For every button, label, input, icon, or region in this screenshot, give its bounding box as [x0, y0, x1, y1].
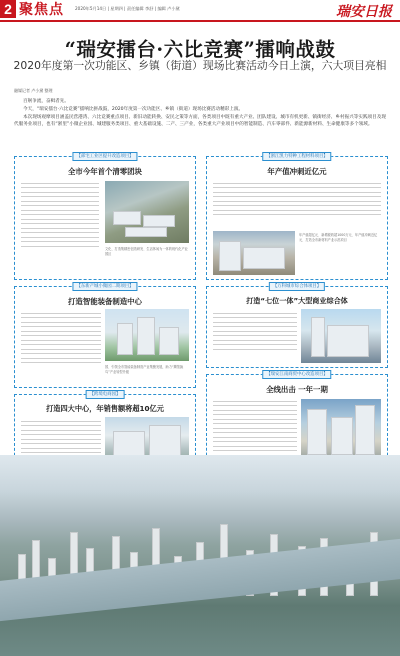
story-tag: 【万科城市综合体项目】	[269, 282, 325, 291]
story-card-3	[14, 286, 196, 388]
intro-paragraph: 今天，“瑞安擂台·六比竞赛”擂响比拼战鼓，2020年度第一次功能区、乡镇（街道）现场比赛活动精彩上演。	[23, 107, 244, 112]
story-card-2	[206, 156, 388, 280]
page-number: 2	[0, 0, 16, 18]
issue-meta: 2020年5月14日 | 星期四 | 责任编辑 李舒 | 编辑 卢小黛	[75, 6, 180, 11]
headline-subtitle: 2020年度第一次功能区、乡镇（街道）现场比赛活动今日上演，六大项目亮相	[13, 59, 387, 72]
story-tag: 【跨境电商园】	[86, 390, 125, 399]
intro-paragraph: 本次现场观摩项目涵盖民营港湾、六比竞赛重点项目、新旧动能转换、安民之策等方面，各类项目中既有重大产业、团队建设、城市有机更新、镇街经济、乡村振兴等实践项目及现代服务业项目，也有“浙里”小微企业园、城建服务类项目、重大基础设施、二产、三产业，各类重大产业项目中的智能制造、汽车零部件、新能源新材料、生命健康等多个领域。	[14, 115, 386, 127]
story-caption: 园、引领全市智能装备制造产业集聚发展，助力“腾笼换鸟”产业转型升级	[105, 365, 184, 374]
newspaper-logo: 瑞安日报	[336, 4, 392, 20]
story-title: 打造四大中心，年销售额将超10亿元	[46, 404, 164, 413]
story-card-1	[14, 156, 196, 280]
byline: 融媒记者 卢小黛 整理	[14, 88, 53, 93]
story-photo	[301, 399, 381, 459]
section-name: 聚焦点	[19, 2, 64, 18]
story-text	[213, 179, 381, 219]
story-photo	[301, 309, 381, 363]
story-text	[213, 397, 297, 455]
story-photo	[105, 181, 189, 243]
story-tag: 【浙江凯力特种工程材料项目】	[262, 152, 331, 161]
story-tag: 【东新产城小微园二期项目】	[72, 282, 137, 291]
story-title: 全线出击 一年一期	[266, 385, 328, 394]
story-card-4	[206, 286, 388, 368]
header-divider	[0, 20, 400, 22]
story-caption: 年产值超亿元、新增税收超1000万元、年产值冲刺近亿元、打造全市新材料产业示范项目	[299, 233, 378, 242]
story-title: 打造智能装备制造中心	[68, 297, 142, 306]
story-text	[21, 309, 101, 367]
story-caption: 文化、打造集精密创造研发、生活休闲为一体的现代化产业园区	[105, 247, 188, 256]
headline-title: “瑞安擂台·六比竞赛”擂响战鼓	[64, 38, 336, 61]
story-tag: 【部宅工业区提升改造项目】	[72, 152, 137, 161]
story-text	[21, 179, 99, 250]
story-title: 打造“七位一体”大型商业综合体	[246, 296, 348, 305]
intro-paragraph: 百舸争流，奋楫者先。	[23, 99, 69, 104]
story-photo	[105, 309, 189, 361]
story-photo	[213, 231, 295, 275]
story-tag: 【瑞安江南商贸中心改造项目】	[262, 370, 331, 379]
story-text	[213, 309, 297, 353]
story-title: 全市今年首个清零团块	[68, 167, 142, 176]
story-title: 年产值冲刺近亿元	[267, 167, 327, 176]
intro-text	[14, 98, 386, 129]
